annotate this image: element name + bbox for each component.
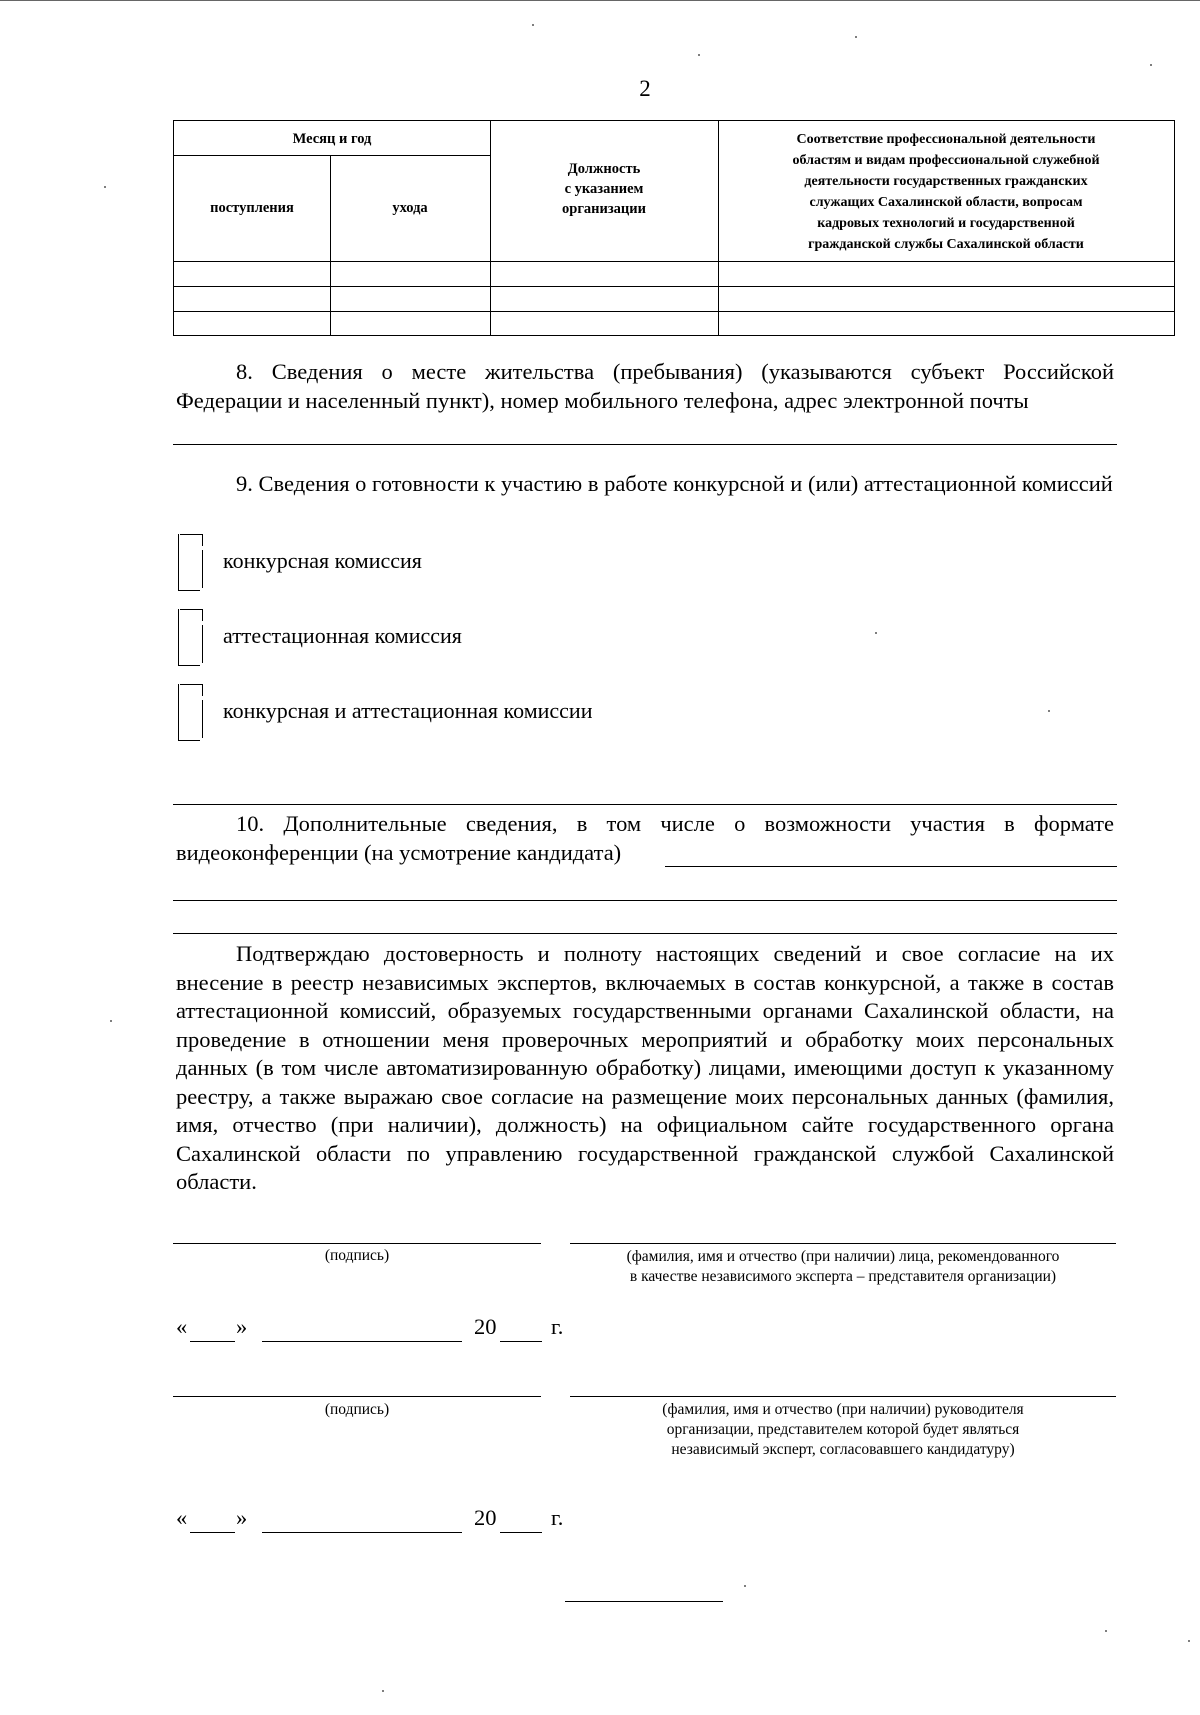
name-caption-line: организации, представителем которой будет являться — [666, 1421, 1020, 1438]
position-header — [490, 159, 718, 219]
scan-speck — [698, 54, 700, 56]
close-quote: » — [236, 1314, 248, 1339]
compliance-header-line: областям и видам профессиональной служебной — [792, 153, 1100, 168]
closing-separator — [565, 1601, 723, 1602]
signature-caption: (подпись) — [324, 1247, 390, 1264]
section-separator-line — [173, 804, 1117, 805]
scan-speck — [110, 1020, 112, 1022]
year-suffix: г. — [551, 1505, 564, 1530]
name-caption — [560, 1247, 1126, 1287]
page-top-border — [0, 0, 1200, 1]
scan-speck — [1188, 1640, 1190, 1642]
name-caption-line: (фамилия, имя и отчество (при наличии) руководителя — [662, 1401, 1024, 1418]
close-quote: » — [236, 1505, 248, 1530]
month-input-line[interactable] — [262, 1532, 462, 1533]
residence-input-line[interactable] — [173, 444, 1117, 445]
scan-speck — [532, 24, 534, 26]
compliance-header-line: Соответствие профессиональной деятельности — [796, 132, 1096, 147]
table-row-divider — [174, 311, 1174, 312]
name-line[interactable] — [570, 1243, 1116, 1244]
signature-line[interactable] — [173, 1396, 541, 1397]
table-subheader-divider — [174, 155, 490, 156]
checkbox-label: аттестационная комиссия — [223, 623, 462, 648]
year-suffix: г. — [551, 1314, 564, 1339]
checkbox[interactable] — [178, 684, 198, 740]
day-input-line[interactable] — [190, 1341, 235, 1342]
name-caption-line: в качестве независимого эксперта – представителя организации) — [629, 1268, 1057, 1285]
checkbox-label: конкурсная комиссия — [223, 548, 422, 573]
month-input-line[interactable] — [262, 1341, 462, 1342]
compliance-header-line: кадровых технологий и государственной — [817, 216, 1075, 231]
scan-speck — [1150, 64, 1152, 66]
month-year-header: Месяц и год — [292, 131, 372, 147]
scan-speck — [104, 186, 106, 188]
scan-speck — [875, 632, 877, 634]
scan-speck — [1105, 1630, 1107, 1632]
compliance-header — [718, 129, 1174, 255]
compliance-header-line: служащих Сахалинской области, вопросам — [809, 195, 1083, 210]
position-header-line: Должность — [567, 161, 641, 177]
table-header-divider — [174, 261, 1174, 262]
year-century: 20 — [474, 1314, 497, 1339]
page-number: 2 — [639, 76, 651, 101]
position-header-line: с указанием — [564, 181, 644, 197]
signature-line[interactable] — [173, 1243, 541, 1244]
compliance-header-line: деятельности государственных гражданских — [804, 174, 1088, 189]
signature-caption: (подпись) — [324, 1401, 390, 1418]
section-9-label: 9. Сведения о готовности к участию в работе конкурсной и (или) аттестационной комиссий — [236, 471, 1113, 496]
year-century: 20 — [474, 1505, 497, 1530]
section-10-text — [176, 810, 1114, 867]
section-9-text — [176, 470, 1114, 499]
table-col-divider — [330, 155, 331, 335]
date-field — [176, 1314, 596, 1344]
additional-info-input-line[interactable] — [173, 900, 1117, 901]
name-line[interactable] — [570, 1396, 1116, 1397]
section-8-label: 8. Сведения о месте жительства (пребывания) (указываются субъект Российской Федерации и населенный пункт), номер мобильного телефона, адрес электронной почты — [176, 359, 1114, 413]
year-input-line[interactable] — [500, 1532, 542, 1533]
section-10-label: 10. Дополнительные сведения, в том числе о возможности участия в формате видеоконференции (на усмотрение кандидата) — [176, 811, 1114, 865]
entry-header: поступления — [210, 200, 294, 216]
scan-speck — [382, 1690, 384, 1692]
name-caption-line: независимый эксперт, согласовавшего кандидатуру) — [671, 1441, 1015, 1458]
consent-text — [176, 940, 1114, 1197]
additional-info-input-line[interactable] — [665, 866, 1117, 867]
section-8-text — [176, 358, 1114, 415]
position-header-line: организации — [562, 201, 646, 217]
year-input-line[interactable] — [500, 1341, 542, 1342]
checkbox[interactable] — [178, 534, 198, 590]
open-quote: « — [176, 1314, 188, 1339]
compliance-header-line: гражданской службы Сахалинской области — [808, 237, 1084, 252]
exit-header: ухода — [392, 200, 428, 216]
checkbox[interactable] — [178, 609, 198, 665]
name-caption-line: (фамилия, имя и отчество (при наличии) лица, рекомендованного — [626, 1248, 1060, 1265]
open-quote: « — [176, 1505, 188, 1530]
scan-speck — [855, 36, 857, 38]
scan-speck — [1048, 710, 1050, 712]
day-input-line[interactable] — [190, 1532, 235, 1533]
date-field — [176, 1505, 596, 1535]
scan-speck — [744, 1585, 746, 1587]
checkbox-label: конкурсная и аттестационная комиссии — [223, 698, 593, 723]
consent-label: Подтверждаю достоверность и полноту настоящих сведений и свое согласие на их внесение в реестр независимых экспертов, включаемых в состав конкурсной, а также в состав аттестационной комиссий, образуемых государственными органами Сахалинской области, на проведение в отношении меня проверочных мероприятий и обработку моих персональных данных (в том числе автоматизированную обработку) лицами, имеющими доступ к указанному реестру, а также выражаю свое согласие на размещение моих персональных данных (фамилия, имя, отчество (при наличии), должность) на официальном сайте государственного органа Сахалинской области по управлению государственной гражданской службой Сахалинской области. — [176, 941, 1114, 1194]
experience-table — [173, 120, 1175, 336]
additional-info-input-line[interactable] — [173, 933, 1117, 934]
table-row-divider — [174, 286, 1174, 287]
name-caption — [560, 1400, 1126, 1460]
table-col-divider — [490, 121, 491, 335]
